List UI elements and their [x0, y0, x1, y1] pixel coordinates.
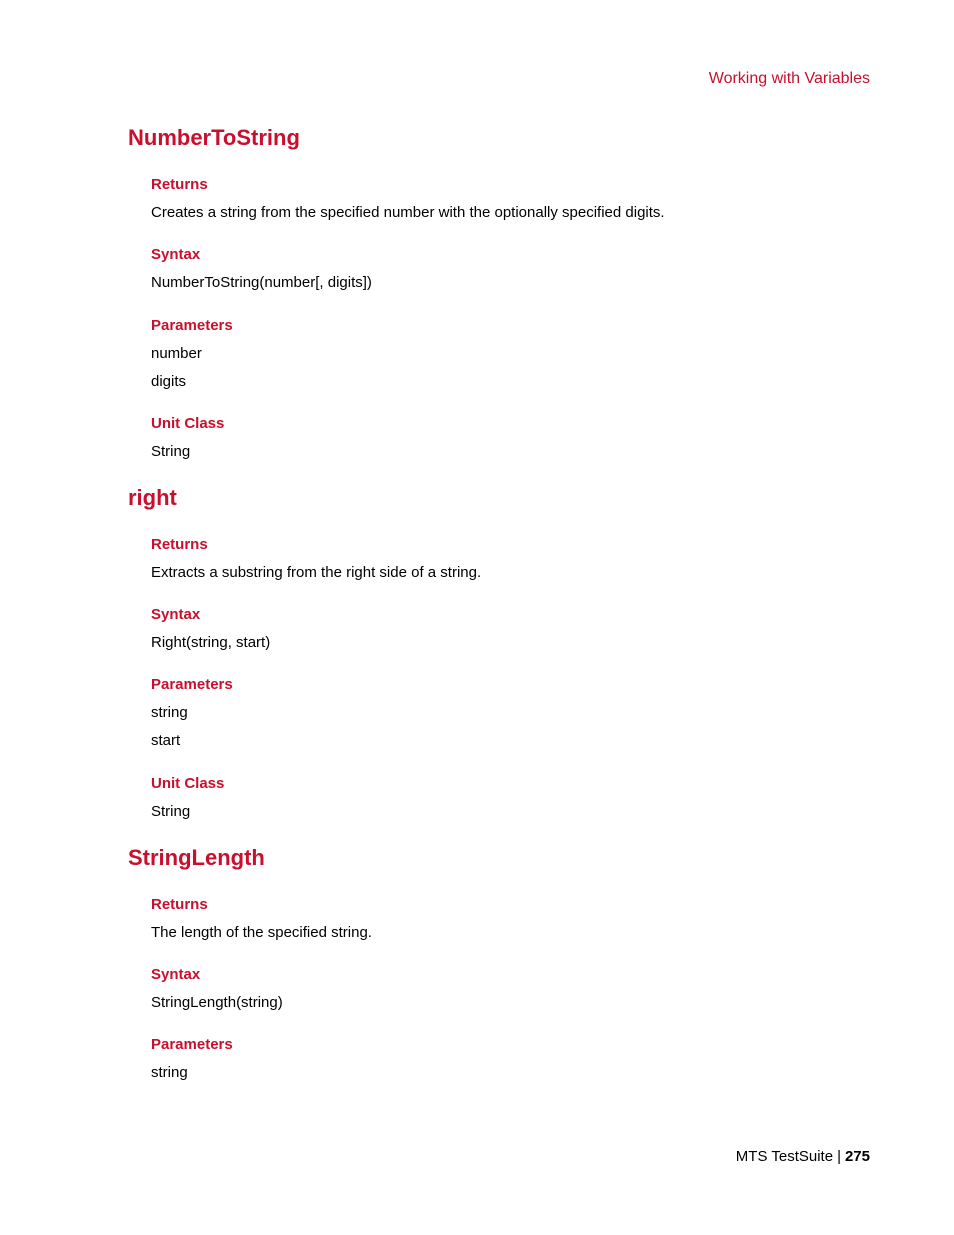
syntax-text: NumberToString(number[, digits]) — [151, 274, 372, 291]
function-heading-stringlength: StringLength — [128, 845, 265, 870]
unit-class-text: String — [151, 443, 191, 460]
footer-separator: | — [837, 1148, 841, 1165]
returns-heading: Returns — [151, 176, 208, 193]
page-number: 275 — [844, 1148, 870, 1165]
function-heading-numbertostring: NumberToString — [128, 125, 300, 150]
returns-heading: Returns — [151, 536, 208, 553]
parameter-item: number — [151, 345, 202, 362]
unit-class-text: String — [151, 803, 191, 820]
parameter-item: string — [151, 1064, 188, 1081]
parameters-heading: Parameters — [151, 317, 233, 334]
syntax-text: Right(string, start) — [151, 634, 271, 651]
syntax-text: StringLength(string) — [151, 994, 283, 1011]
unit-class-heading: Unit Class — [151, 415, 225, 432]
syntax-heading: Syntax — [151, 966, 201, 983]
parameter-item: start — [151, 732, 181, 749]
footer-product: MTS TestSuite — [735, 1148, 834, 1165]
returns-text: Creates a string from the specified number with the optionally specified digits. — [151, 204, 665, 221]
returns-text: The length of the specified string. — [151, 924, 372, 941]
parameters-heading: Parameters — [151, 676, 233, 693]
returns-heading: Returns — [151, 896, 208, 913]
parameter-item: digits — [151, 373, 187, 390]
parameters-heading: Parameters — [151, 1036, 233, 1053]
function-heading-right: right — [128, 485, 177, 510]
page-footer — [736, 1148, 870, 1165]
parameter-item: string — [151, 704, 188, 721]
running-header: Working with Variables — [708, 70, 870, 87]
syntax-heading: Syntax — [151, 606, 201, 623]
returns-text: Extracts a substring from the right side of a string. — [151, 564, 482, 581]
unit-class-heading: Unit Class — [151, 775, 225, 792]
syntax-heading: Syntax — [151, 246, 201, 263]
